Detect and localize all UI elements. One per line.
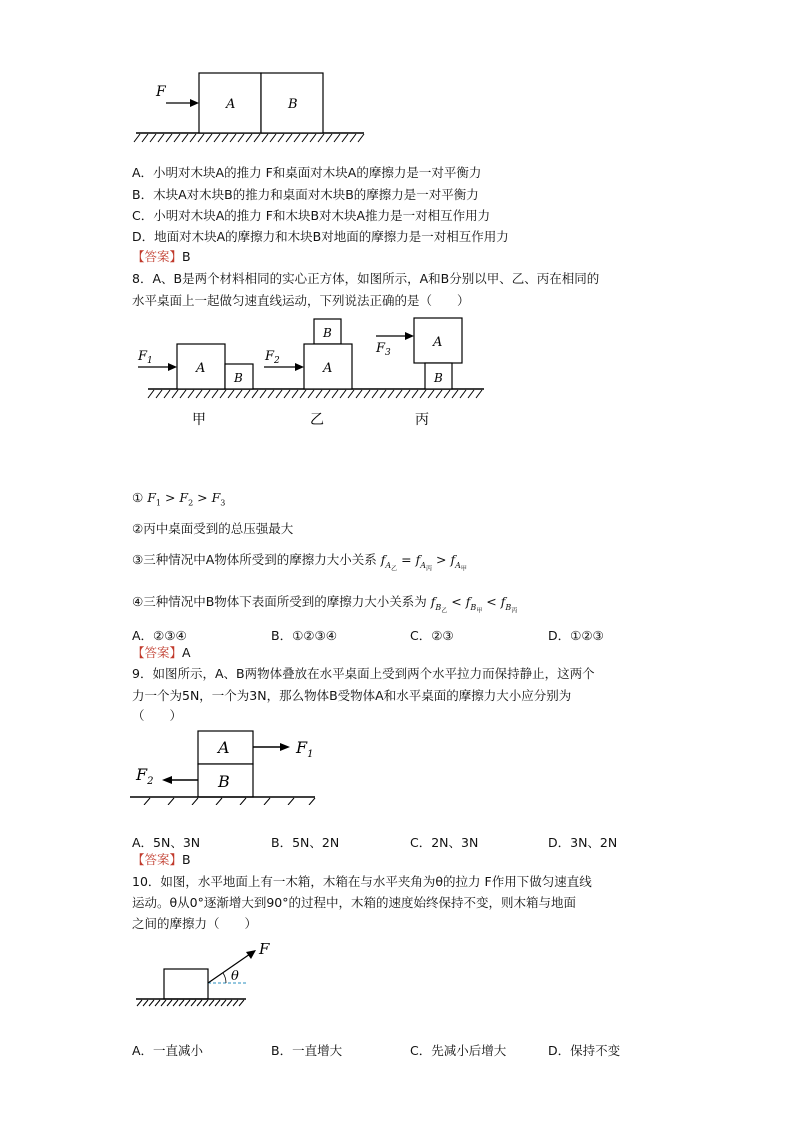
ground-hatch [292, 390, 298, 398]
ground-hatch [228, 390, 234, 398]
ground-hatch [436, 390, 442, 398]
q10-option-d: D．保持不变 [548, 1043, 621, 1058]
force-label: F [259, 940, 270, 958]
label-bing: 丙 [415, 412, 429, 428]
q9-figure [130, 725, 330, 805]
f2-label: $F_2$ [136, 765, 154, 787]
q7-option-d: D．地面对木块A的摩擦力和木块B对地面的摩擦力是一对相互作用力 [132, 229, 509, 244]
ground-hatch [148, 390, 154, 398]
yi-b-label: B [323, 326, 332, 340]
block-a-label: A [226, 97, 236, 112]
jia-a-label: A [196, 361, 206, 376]
ground-hatch [236, 390, 242, 398]
block-b-label: B [288, 97, 298, 112]
q8-stem-line2: 水平桌面上一起做匀速直线运动，下列说法正确的是（ ） [132, 293, 470, 308]
ground-hatch [476, 390, 482, 398]
bing-b-label: B [434, 371, 443, 385]
ground-hatch [468, 390, 474, 398]
q8-statement-2: ②丙中桌面受到的总压强最大 [132, 521, 294, 536]
statement-1-prefix: ① [132, 490, 144, 505]
ground-hatch [348, 390, 354, 398]
ground-hatch [164, 390, 170, 398]
f1-label: $F_1$ [296, 738, 314, 760]
ground-hatch [460, 390, 466, 398]
ground-hatch [372, 390, 378, 398]
ground-hatch [156, 390, 162, 398]
answer-value: A [182, 645, 191, 660]
ground-hatch [252, 390, 258, 398]
jia-b-label: B [234, 371, 243, 385]
q7-figure [130, 60, 370, 150]
ground-hatch [428, 390, 434, 398]
crate [164, 969, 208, 999]
q9-option-a: A．5N、3N [132, 835, 201, 850]
ground-hatch [340, 390, 346, 398]
ground-hatch [396, 390, 402, 398]
q7-answer [132, 249, 191, 265]
ground-hatch [196, 390, 202, 398]
ground-hatch [356, 390, 362, 398]
q9-stem-line1: 9．如图所示，A、B两物体叠放在水平桌面上受到两个水平拉力而保持静止，这两个 [132, 666, 595, 681]
q7-option-a: A．小明对木块A的推力 F和桌面对木块A的摩擦力是一对平衡力 [132, 165, 482, 180]
ground-hatch [420, 390, 426, 398]
ground-hatch [276, 390, 282, 398]
q10-figure [134, 938, 294, 1010]
ground-hatch [284, 390, 290, 398]
ground-hatch [308, 390, 314, 398]
q9-option-b: B．5N、2N [271, 835, 340, 850]
q8-statement-4: ④三种情况中B物体下表面所受到的摩擦力大小关系为 $f_{B_乙} < f_{B_甲} < f_{B_丙}$ [132, 594, 518, 615]
ground-hatch [316, 390, 322, 398]
statement-3-prefix: ③三种情况中A物体所受到的摩擦力大小关系 [132, 552, 377, 567]
ground-hatch [332, 390, 338, 398]
ground-hatch [172, 390, 178, 398]
ground-hatch [244, 390, 250, 398]
q9-answer [132, 852, 191, 868]
block-a-label: A [218, 738, 230, 757]
q10-option-c: C．先减小后增大 [410, 1043, 507, 1058]
block-b-label: B [218, 772, 230, 791]
ground-hatch [204, 390, 210, 398]
ground-hatch [300, 390, 306, 398]
f2-label: $F_2$ [265, 349, 280, 366]
answer-tag: 【答案】 [132, 852, 183, 867]
ground-hatch [212, 390, 218, 398]
q8-option-a: A．②③④ [132, 628, 187, 643]
ground-hatch [404, 390, 410, 398]
ground-hatch [412, 390, 418, 398]
label-yi: 乙 [310, 412, 324, 428]
q9-stem-line2: 力一个为5N，一个为3N，那么物体B受物体A和水平桌面的摩擦力大小应分别为 [132, 688, 572, 703]
f3-label: $F_3$ [376, 341, 391, 358]
q8-statement-1: ① $F_1 > F_2 > F_3$ [132, 490, 226, 508]
ground-hatch [380, 390, 386, 398]
q8-figure [130, 312, 490, 434]
answer-value: B [182, 249, 191, 264]
q7-option-b: B．木块A对木块B的推力和桌面对木块B的摩擦力是一对平衡力 [132, 187, 479, 202]
q9-option-c: C．2N、3N [410, 835, 479, 850]
ground-hatch [268, 390, 274, 398]
f1-label: $F_1$ [138, 349, 153, 366]
q9-option-d: D．3N、2N [548, 835, 618, 850]
answer-value: B [182, 852, 191, 867]
force-label: F [156, 84, 166, 100]
ground-hatch [180, 390, 186, 398]
q10-stem-line3: 之间的摩擦力（ ） [132, 916, 258, 931]
q7-option-c: C．小明对木块A的推力 F和木块B对木块A推力是一对相互作用力 [132, 208, 491, 223]
q8-option-c: C．②③ [410, 628, 454, 643]
q10-option-b: B．一直增大 [271, 1043, 343, 1058]
q10-option-a: A．一直减小 [132, 1043, 204, 1058]
ground-hatch [364, 390, 370, 398]
ground-hatch [388, 390, 394, 398]
ground-hatch [260, 390, 266, 398]
bing-a-label: A [433, 335, 443, 350]
q8-stem-line1: 8．A、B是两个材料相同的实心正方体，如图所示，A和B分别以甲、乙、丙在相同的 [132, 271, 600, 286]
q8-option-b: B．①②③④ [271, 628, 337, 643]
q8-answer [132, 645, 191, 661]
answer-tag: 【答案】 [132, 249, 183, 264]
ground-hatch [188, 390, 194, 398]
ground-hatch [444, 390, 450, 398]
q10-stem-line2: 运动。θ从0°逐渐增大到90°的过程中，木箱的速度始终保持不变，则木箱与地面 [132, 895, 577, 910]
q9-stem-line3: （ ） [132, 708, 183, 723]
q8-statement-3: ③三种情况中A物体所受到的摩擦力大小关系 $f_{A_乙} = f_{A_丙} > f_{A_甲}$ [132, 552, 467, 573]
angle-label: θ [231, 969, 239, 984]
statement-4-prefix: ④三种情况中B物体下表面所受到的摩擦力大小关系为 [132, 594, 427, 609]
q10-stem-line1: 10．如图，水平地面上有一木箱，木箱在与水平夹角为θ的拉力 F作用下做匀速直线 [132, 874, 592, 889]
answer-tag: 【答案】 [132, 645, 183, 660]
label-jia: 甲 [192, 412, 206, 428]
ground-hatch [324, 390, 330, 398]
yi-a-label: A [323, 361, 333, 376]
ground-hatch [220, 390, 226, 398]
q8-option-d: D．①②③ [548, 628, 604, 643]
ground-hatch [452, 390, 458, 398]
